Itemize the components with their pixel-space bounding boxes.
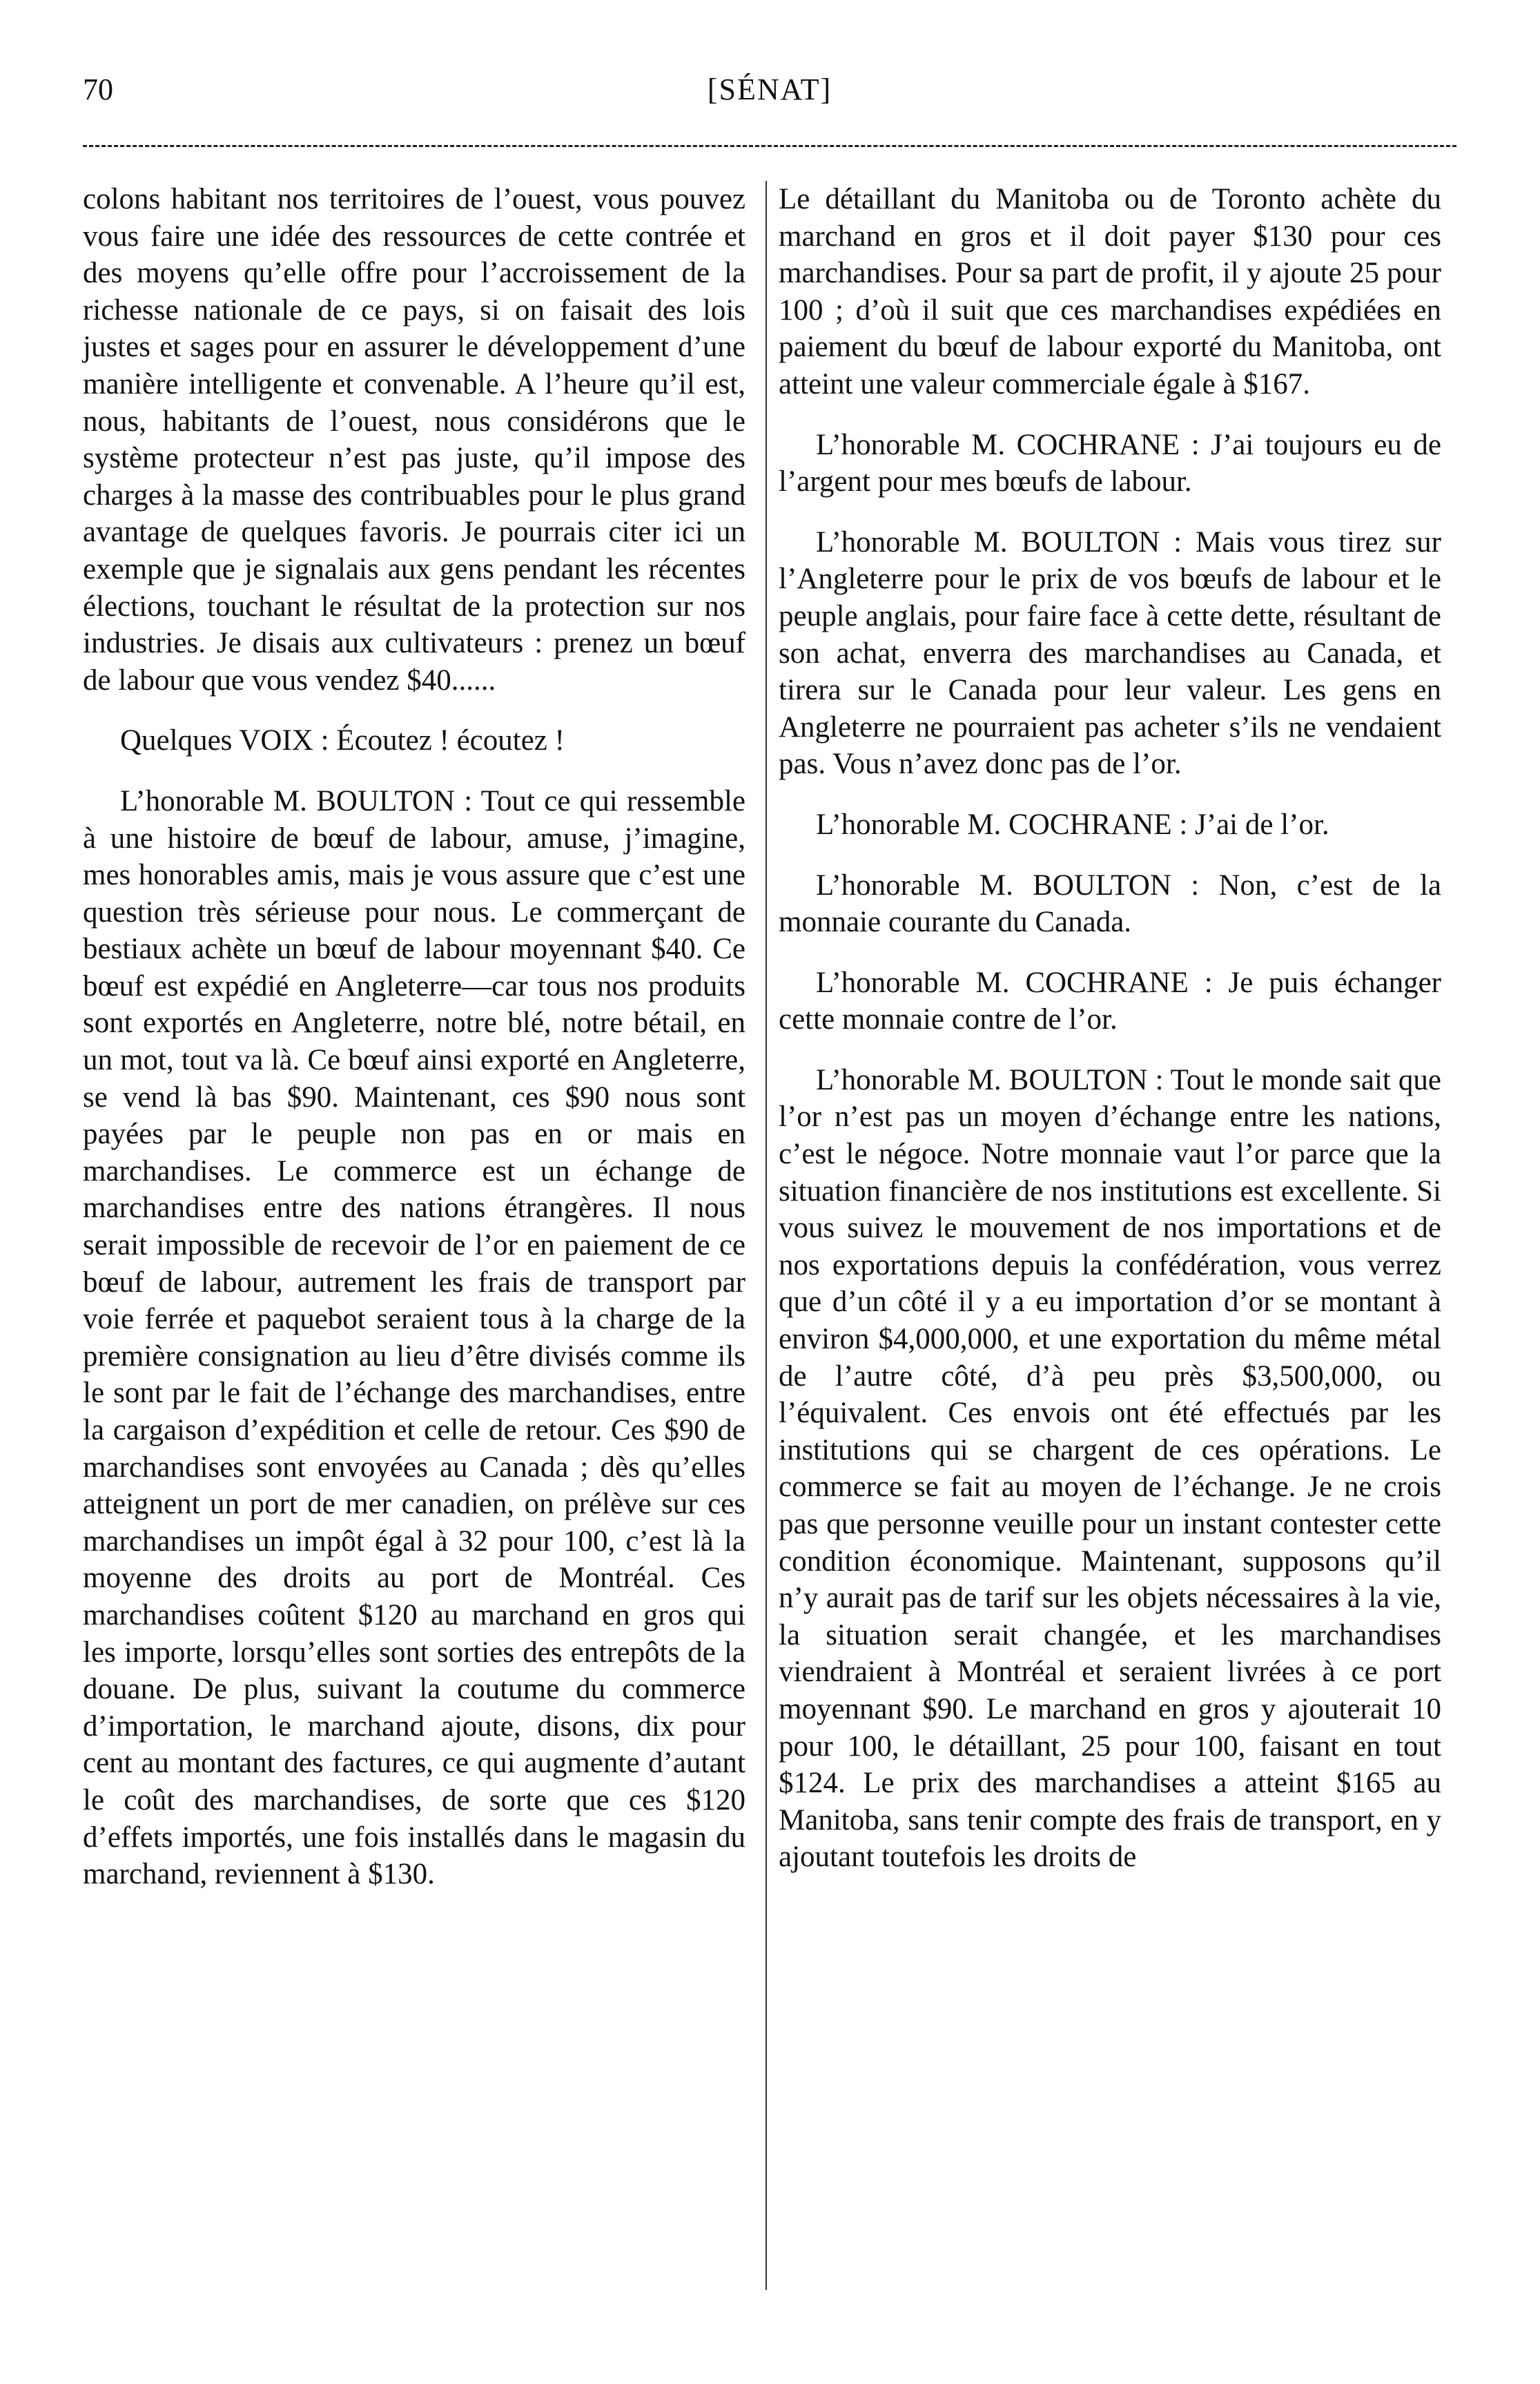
- paragraph-interjection: Quelques VOIX : Écoutez ! écoutez !: [120, 724, 565, 757]
- paragraph-cochrane-reply-2: L’honorable M. COCHRANE : J’ai de l’or.: [816, 808, 1329, 841]
- paragraph-continuation: colons habitant nos territoires de l’ouest, vous pouvez vous faire une idée des ressources de cette contrée et des moyens qu’elle offre pour l’accroissement de la richesse nationale de ce pays, si on faisait des lois justes et sages pour en assurer le développement d’une manière intelligente et convenable. A l’heure qu’il est, nous, habitants de l’ouest, nous considérons que le système protecteur n’est pas juste, qu’il impose des charges à la masse des contribuables pour le plus grand avantage de quelques favoris. Je pourrais citer ici un exemple que je signalais aux gens pendant les récentes élections, touchant le résultat de la protection sur nos industries. Je disais aux cultivateurs : prenez un bœuf de labour que vous vendez $40......: [83, 183, 745, 697]
- page-number: 70: [83, 72, 113, 106]
- running-head: [SÉNAT]: [707, 72, 832, 106]
- column-divider: [766, 181, 767, 2290]
- paragraph-boulton-reply-3: L’honorable M. BOULTON : Tout le monde sait que l’or n’est pas un moyen d’échange entre les nations, c’est le négoce. Notre monnaie vaut l’or parce que la situation financière de nos institutions est excellente. Si vous suivez le mouvement de nos importations et de nos exportations depuis la confédération, vous verrez que d’un côté il y a eu importation d’or se montant à environ $4,000,000, et une exportation du même métal de l’autre côté, d’à peu près $3,500,000, ou l’équivalent. Ces envois ont été effectués par les institutions qui se chargent de ces opérations. Le commerce se fait au moyen de l’échange. Je ne crois pas que personne veuille pour un instant contester cette condition économique. Maintenant, supposons qu’il n’y aurait pas de tarif sur les objets nécessaires à la vie, la situation serait changée, et les marchandises viendraient à Montréal et seraient livrées à ce port moyennant $90. Le marchand en gros y ajouterait 10 pour 100, le détaillant, 25 pour 100, faisant en tout $124. Le prix des marchandises a atteint $165 au Manitoba, sans tenir compte des frais de transport, en y ajoutant toutefois les droits de: [779, 1063, 1441, 1874]
- paragraph-boulton-speech: L’honorable M. BOULTON : Tout ce qui ressemble à une histoire de bœuf de labour, amuse, j’imagine, mes honorables amis, mais je vous assure que c’est une question très sérieuse pour nous. Le commerçant de bestiaux achète un bœuf de labour moyennant $40. Ce bœuf est expédié en Angleterre—car tous nos produits sont exportés en Angleterre, notre blé, notre bétail, en un mot, tout va là. Ce bœuf ainsi exporté en Angleterre, se vend là bas $90. Maintenant, ces $90 nous sont payées par le peuple non pas en or mais en marchandises. Le commerce est un échange de marchandises entre des nations étrangères. Il nous serait impossible de recevoir de l’or en paiement de ce bœuf de labour, autrement les frais de transport par voie ferrée et paquebot seraient tous à la charge de la première consignation au lieu d’être divisés comme ils le sont par le fait de l’échange des marchandises, entre la cargaison d’expédition et celle de retour. Ces $90 de marchandises sont envoyées au Canada ; dès qu’elles atteignent un port de mer canadien, on prélève sur ces marchandises un impôt égal à 32 pour 100, c’est là la moyenne des droits au port de Montréal. Ces marchandises coûtent $120 au marchand en gros qui les importe, lorsqu’elles sont sorties des entrepôts de la douane. De plus, suivant la coutume du commerce d’importation, le marchand ajoute, disons, dix pour cent au montant des factures, ce qui augmente d’autant le coût des marchandises, de sorte que ces $120 d’effets importés, une fois installés dans le magasin du marchand, reviennent à $130.: [83, 784, 745, 1891]
- right-column: [779, 181, 1441, 1876]
- paragraph-boulton-reply-1: L’honorable M. BOULTON : Mais vous tirez sur l’Angleterre pour le prix de vos bœufs de labour et le peuple anglais, pour faire face à cette dette, résultant de son achat, enverra des marchandises au Canada, et tirera sur le Canada pour leur valeur. Les gens en Angleterre ne pourraient pas acheter s’ils ne vendaient pas. Vous n’avez donc pas de l’or.: [779, 525, 1441, 781]
- left-column: [83, 181, 745, 1893]
- page-header: [83, 69, 1456, 117]
- paragraph-cochrane-reply-1: L’honorable M. COCHRANE : J’ai toujours eu de l’argent pour mes bœufs de labour.: [779, 428, 1441, 498]
- paragraph-continuation-right: Le détaillant du Manitoba ou de Toronto achète du marchand en gros et il doit payer $130 pour ces marchandises. Pour sa part de profit, il y ajoute 25 pour 100 ; d’où il suit que ces marchandises expédiées en paiement du bœuf de labour exporté du Manitoba, ont atteint une valeur commerciale égale à $167.: [779, 183, 1441, 400]
- header-rule: [83, 145, 1456, 147]
- paragraph-boulton-reply-2: L’honorable M. BOULTON : Non, c’est de la monnaie courante du Canada.: [779, 869, 1441, 939]
- paragraph-cochrane-reply-3: L’honorable M. COCHRANE : Je puis échanger cette monnaie contre de l’or.: [779, 966, 1441, 1036]
